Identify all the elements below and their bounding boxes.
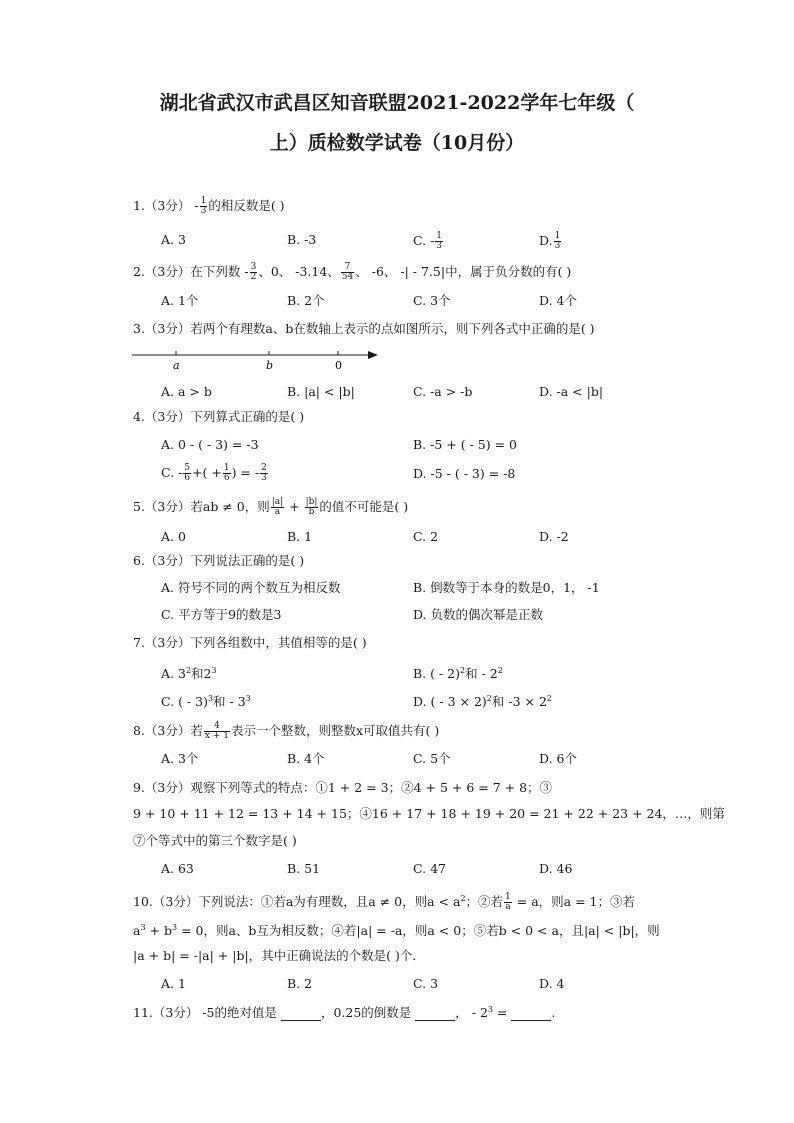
q9-option-d: D. 46 [539,861,573,876]
q4-option-b: B. -5 + ( - 5) = 0 [413,437,517,452]
q1-option-d: D. $\frac{1}{3}$ [539,231,561,251]
q8-option-b: B. 4个 [287,751,325,766]
q5-option-c: C. 2 [413,529,439,544]
q7-option-b: B. ( - 2)$^2$和 - $2^2$ [413,666,503,682]
question-11: 11.（3分） -5的绝对值是 ，0.25的倒数是 ， - $2^3$ = . [133,1005,556,1021]
q9-option-a: A. 63 [161,861,194,876]
answer-blank-1[interactable] [281,1008,321,1021]
q8-option-c: C. 5个 [413,751,451,766]
q8-option-d: D. 6个 [539,751,577,766]
question-9-line2: 9 + 10 + 11 + 12 = 13 + 14 + 15；④16 + 17 + 18 + 19 + 20 = 21 + 22 + 23 + 24，…，则第 [133,806,725,821]
question-3: 3.（3分）若两个有理数a、b在数轴上表示的点如图所示，则下列各式中正确的是( ) [133,321,595,336]
q2-option-b: B. 2个 [287,293,325,308]
question-7: 7.（3分）下列各组数中，其值相等的是( ) [133,635,367,650]
q10-option-a: A. 1 [161,976,186,991]
question-4: 4.（3分）下列算式正确的是( ) [133,409,305,424]
q3-option-d: D. -a < |b| [539,384,604,399]
label-zero: 0 [335,359,342,372]
question-2: 2.（3分）在下列数 - $\frac{3}{2}$ 、0、 -3.14、 $\frac{7}{54}$ 、 -6、 -| - 7.5|中，属于负分数的有( ) [133,262,572,282]
arrow-right-icon [368,351,378,359]
label-b: b [266,359,274,372]
page-title-line2: 上）质检数学试卷（10月份） [269,132,525,154]
label-a: a [173,359,180,372]
question-8: 8.（3分）若 $\frac{4}{x + 1}$ 表示一个整数，则整数x可取值共有( ) [133,721,440,741]
q2-option-a: A. 1个 [161,293,199,308]
page-title-line1: 湖北省武汉市武昌区知音联盟2021-2022学年七年级（ [159,92,635,114]
q10-option-d: D. 4 [539,976,565,991]
q3-option-a: A. a > b [161,384,212,399]
q5-option-a: A. 0 [161,529,186,544]
number-line [130,343,390,373]
q7-option-a: A. $3^2$和$2^3$ [161,666,217,682]
question-9-line1: 9.（3分）观察下列等式的特点：①1 + 2 = 3；②4 + 5 + 6 = 7 + 8；③ [133,780,553,795]
q1-option-c: C. - $\frac{1}{3}$ [413,231,443,251]
q10-option-b: B. 2 [287,976,313,991]
q10-option-c: C. 3 [413,976,439,991]
q1-option-a: A. 3 [161,232,186,247]
answer-blank-2[interactable] [415,1008,455,1021]
q4-option-c: C. - $\frac{5}{6}$ +( + $\frac{1}{6}$ ) = - $\frac{2}{3}$ [161,463,267,483]
q2-option-d: D. 4个 [539,293,577,308]
question-10-line1: 10.（3分）下列说法：①若a为有理数，且a ≠ 0，则$a < a^2$；②若 $\frac{1}{a}$ = a，则a = 1；③若 [133,892,635,913]
q7-option-d: D. ( - 3 × 2)$^2$和 $-3 \times 2^2$ [413,694,552,710]
question-10-line3: |a + b| = -|a| + |b|，其中正确说法的个数是( )个． [133,948,425,963]
q3-option-b: B. |a| < |b| [287,384,355,399]
q7-option-c: C. ( - 3)$^3$和 - $3^3$ [161,694,251,710]
q8-option-a: A. 3个 [161,751,199,766]
question-9-line3: ⑦个等式中的第三个数字是( ) [133,833,297,848]
question-1: 1.（3分） - $\frac{1}{3}$ 的相反数是( ) [133,196,285,216]
q2-option-c: C. 3个 [413,293,451,308]
q6-option-d: D. 负数的偶次幂是正数 [413,607,544,622]
fraction: $\frac{1}{3}$ [200,196,207,216]
answer-blank-3[interactable] [511,1008,551,1021]
q1-option-b: B. -3 [287,232,317,247]
question-10-line2: $a^3 + b^3 = 0$，则a、b互为相反数；④若|a| = -a，则a < 0；⑤若b < 0 < a，且|a| < |b|，则 [133,923,660,939]
q9-option-c: C. 47 [413,861,446,876]
q5-option-b: B. 1 [287,529,313,544]
q9-option-b: B. 51 [287,861,321,876]
q4-option-a: A. 0 - ( - 3) = -3 [161,437,259,452]
question-5: 5.（3分）若ab ≠ 0，则 $\frac{|a|}{a}$ + $\frac{|b|}{b}$ 的值不可能是( ) [133,497,409,517]
q6-option-a: A. 符号不同的两个数互为相反数 [161,580,341,595]
q6-option-b: B. 倒数等于本身的数是0，1， -1 [413,580,600,595]
question-6: 6.（3分）下列说法正确的是( ) [133,553,305,568]
q4-option-d: D. -5 - ( - 3) = -8 [413,466,516,481]
q6-option-c: C. 平方等于9的数是3 [161,607,282,622]
q5-option-d: D. -2 [539,529,569,544]
q3-option-c: C. -a > -b [413,384,473,399]
